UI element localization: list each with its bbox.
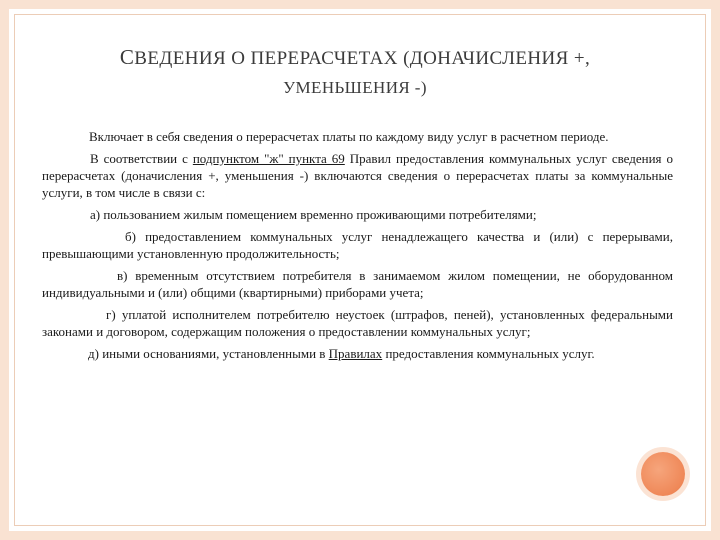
decorative-circle <box>641 452 685 496</box>
paragraph-intro: Включает в себя сведения о перерасчетах платы по каждому виду услуг в расчетном периоде. <box>89 129 609 144</box>
legal-basis-text-before: В соответствии с <box>90 151 193 166</box>
item-d-text-before: д) иными основаниями, установленными в <box>88 346 329 361</box>
slide-title-line-1 <box>60 45 650 70</box>
legal-basis-text-after: Правил предоставления коммунальных услуг сведения о перерасчетах (доначисления +, уменьшения -) включаются сведения о перерасчетах платы за коммунальные услуги, в том числе в связи с: <box>42 151 674 200</box>
list-item-g: г) уплатой исполнителем потребителю неустоек (штрафов, пеней), установленных федеральными законами и договором, содержащим положения о предоставлении коммунальных услуг; <box>42 307 673 339</box>
list-item-v: в) временным отсутствием потребителя в занимаемом жилом помещении, не оборудованном индивидуальными и (или) общими (квартирными) приборами учета; <box>42 268 673 300</box>
title-line-1-text: ВЕДЕНИЯ О ПЕРЕРАСЧЕТАХ (ДОНАЧИСЛЕНИЯ +, <box>134 48 591 69</box>
list-item-a: а) пользованием жилым помещением временно проживающими потребителями; <box>90 207 537 222</box>
paragraph-legal-basis <box>42 150 673 201</box>
title-initial-cap: С <box>119 45 135 69</box>
slide-body <box>42 128 673 367</box>
subparagraph-link[interactable]: подпунктом "ж" пункта 69 <box>192 151 345 166</box>
list-item-d <box>42 345 673 362</box>
slide-title-line-2: УМЕНЬШЕНИЯ -) <box>283 78 427 97</box>
item-d-text-after: предоставления коммунальных услуг. <box>382 346 595 361</box>
rules-link[interactable]: Правилах <box>328 346 383 361</box>
list-item-b: б) предоставлением коммунальных услуг ненадлежащего качества и (или) с перерывами, превышающими установленную продолжительность; <box>42 229 673 261</box>
